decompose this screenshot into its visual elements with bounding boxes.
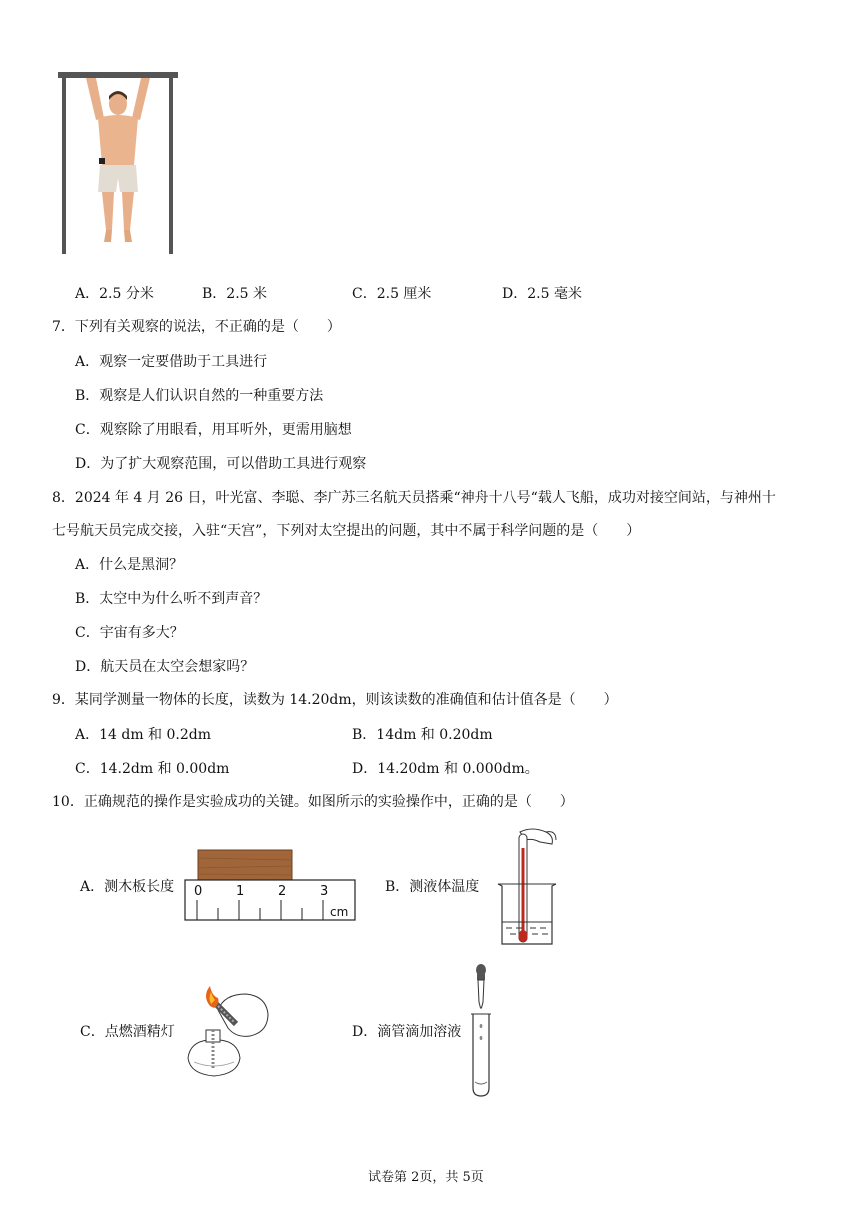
q6-option-c: C．2.5 厘米 [352,286,432,302]
q7-option-c: C．观察除了用眼看，用耳听外，更需用脑想 [75,422,352,438]
ruler-tick-3: 3 [320,884,329,899]
q10-option-d: D．滴管滴加溶液 [352,1024,462,1040]
thermometer-figure [492,826,562,948]
q9-option-b: B．14dm 和 0.20dm [352,727,493,743]
ruler-unit: cm [330,905,349,919]
q9-option-a: A．14 dm 和 0.2dm [75,727,212,743]
q7-option-d: D．为了扩大观察范围，可以借助工具进行观察 [75,456,367,472]
q6-option-b: B．2.5 米 [202,286,268,302]
q8-option-c: C．宇宙有多大？ [75,625,184,641]
q6-option-d: D．2.5 毫米 [502,286,582,302]
q8-stem-line1: 8．2024 年 4 月 26 日，叶光富、李聪、李广苏三名航天员搭乘“神舟十八号“载人飞船，成功对接空间站，与神州十 [52,490,776,506]
q7-option-b: B．观察是人们认识自然的一种重要方法 [75,388,324,404]
ruler-tick-0: 0 [194,884,203,899]
q10-option-b: B．测液体温度 [385,879,480,895]
pull-up-figure [56,70,181,255]
ruler-tick-2: 2 [278,884,287,899]
q9-option-d: D．14.20dm 和 0.000dm。 [352,761,539,777]
q8-option-d: D．航天员在太空会想家吗？ [75,659,255,675]
page-footer: 试卷第 2页，共 5页 [368,1170,484,1185]
alcohol-lamp-figure [180,984,275,1080]
q8-option-b: B．太空中为什么听不到声音？ [75,591,268,607]
q10-option-a: A．测木板长度 [80,879,175,895]
q6-option-a: A．2.5 分米 [75,286,154,302]
q10-option-c: C．点燃酒精灯 [80,1024,175,1040]
dropper-figure [466,962,496,1100]
q10-stem: 10．正确规范的操作是实验成功的关键。如图所示的实验操作中，正确的是（ ） [52,794,574,810]
q8-option-a: A．什么是黑洞？ [75,557,184,573]
q8-stem-line2: 七号航天员完成交接，入驻“天宫”，下列对太空提出的问题，其中不属于科学问题的是（ ） [52,523,641,539]
q9-stem: 9．某同学测量一物体的长度，读数为 14.20dm，则该读数的准确值和估计值各是（ ） [52,692,618,708]
q7-option-a: A．观察一定要借助于工具进行 [75,354,268,370]
ruler-tick-1: 1 [236,884,245,899]
ruler-figure [184,850,356,922]
q9-option-c: C．14.2dm 和 0.00dm [75,761,230,777]
q7-stem: 7．下列有关观察的说法，不正确的是（ ） [52,319,341,335]
